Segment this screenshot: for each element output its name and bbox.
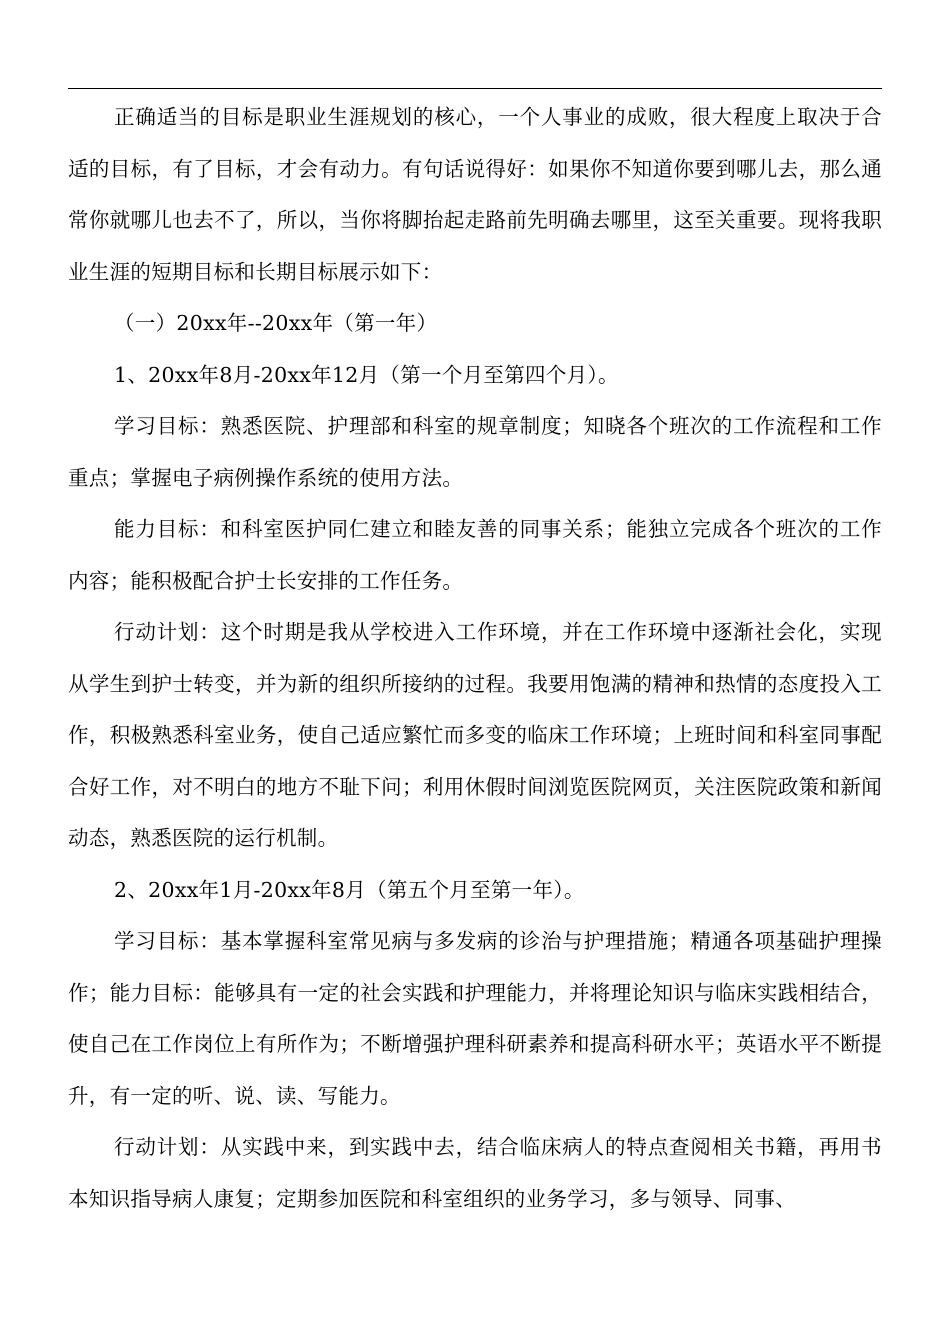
document-body (68, 92, 882, 1225)
subheading-period-2: 2、20xx年1月-20xx年8月（第五个月至第一年）。 (114, 877, 585, 902)
header-rule (68, 88, 882, 89)
paragraph-learning-goal-1: 学习目标：熟悉医院、护理部和科室的规章制度；知晓各个班次的工作流程和工作重点；掌握电子病例操作系统的使用方法。 (68, 414, 882, 490)
paragraph-ability-goal-1: 能力目标：和科室医护同仁建立和睦友善的同事关系；能独立完成各个班次的工作内容；能积极配合护士长安排的工作任务。 (68, 517, 882, 593)
paragraph-intro: 正确适当的目标是职业生涯规划的核心，一个人事业的成败，很大程度上取决于合适的目标，有了目标，才会有动力。有句话说得好：如果你不知道你要到哪儿去，那么通常你就哪儿也去不了，所以，当你将脚抬起走路前先明确去哪里，这至关重要。现将我职业生涯的短期目标和长期目标展示如下： (68, 105, 882, 284)
paragraph-action-plan-1: 行动计划：这个时期是我从学校进入工作环境，并在工作环境中逐渐社会化，实现从学生到护士转变，并为新的组织所接纳的过程。我要用饱满的精神和热情的态度投入工作，积极熟悉科室业务，使自己适应繁忙而多变的临床工作环境；上班时间和科室同事配合好工作，对不明白的地方不耻下问；利用休假时间浏览医院网页，关注医院政策和新闻动态，熟悉医院的运行机制。 (68, 620, 882, 850)
subheading-period-1: 1、20xx年8月-20xx年12月（第一个月至第四个月）。 (114, 362, 619, 387)
section-heading-first-year: （一）20xx年--20xx年（第一年） (114, 311, 438, 335)
paragraph-action-plan-2: 行动计划：从实践中来，到实践中去，结合临床病人的特点查阅相关书籍，再用书本知识指导病人康复；定期参加医院和科室组织的业务学习，多与领导、同事、 (68, 1135, 882, 1211)
paragraph-learning-goal-2: 学习目标：基本掌握科室常见病与多发病的诊治与护理措施；精通各项基础护理操作；能力目标：能够具有一定的社会实践和护理能力，并将理论知识与临床实践相结合，使自己在工作岗位上有所作为；不断增强护理科研素养和提高科研水平；英语水平不断提升，有一定的听、说、读、写能力。 (68, 929, 882, 1108)
